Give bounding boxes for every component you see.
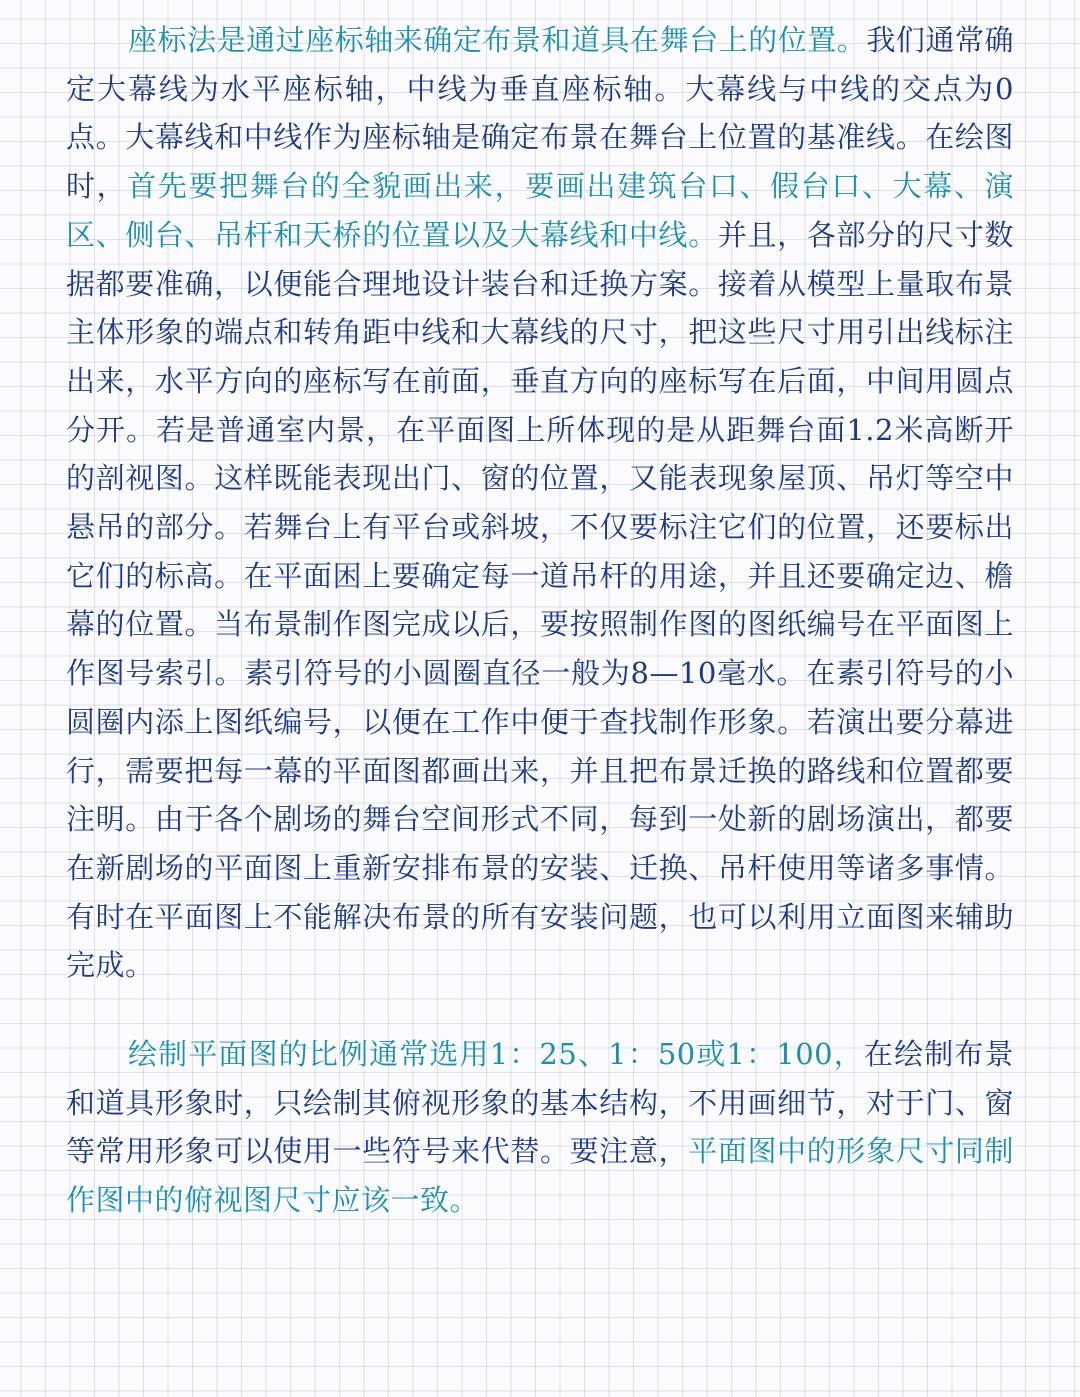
highlight-sentence: 座标法是通过座标轴来确定布景和道具在舞台上的位置。 (128, 23, 867, 57)
body-text: 我们通常确定大幕线为水平座标轴，中线为垂直座标轴。大幕线与中线的交点为0点。大幕线和中线作为座标轴是确定布景在舞台上位置的基准线。在绘图时， (66, 23, 1014, 204)
highlight-sentence: 首先要把舞台的全貌画出来，要画出建筑台口、假台口、大幕、演区、侧台、吊杆和天桥的位置以及大幕线和中线。 (66, 169, 1014, 252)
paragraph-coordinate-method (66, 16, 1014, 990)
paragraph-plan-scale (66, 1030, 1014, 1225)
body-text: 在绘制布景和道具形象时，只绘制其俯视形象的基本结构，不用画细节，对于门、窗等常用形象可以使用一些符号来代替。要注意， (66, 1037, 1014, 1169)
highlight-sentence: 绘制平面图的比例通常选用1：25、1：50或1：100， (128, 1037, 864, 1071)
body-text: 并且，各部分的尺寸数据都要准确，以便能合理地设计装台和迁换方案。接着从模型上量取布景主体形象的端点和转角距中线和大幕线的尺寸，把这些尺寸用引出线标注出来，水平方向的座标写在前面，垂直方向的座标写在后面，中间用圆点分开。若是普通室内景，在平面图上所体现的是从距舞台面1.2米高断开的剖视图。这样既能表现出门、窗的位置，又能表现象屋顶、吊灯等空中悬吊的部分。若舞台上有平台或斜坡，不仅要标注它们的位置，还要标出它们的标高。在平面困上要确定每一道吊杆的用途，并且还要确定边、檐幕的位置。当布景制作图完成以后，要按照制作图的图纸编号在平面图上作图号索引。素引符号的小圆圈直径一般为8—10毫水。在素引符号的小圆圈内添上图纸编号，以便在工作中便于查找制作形象。若演出要分幕进行，需要把每一幕的平面图都画出来，并且把布景迁换的路线和位置都要注明。由于各个剧场的舞台空间形式不同，每到一处新的剧场演出，都要在新剧场的平面图上重新安排布景的安装、迁换、吊杆使用等诸多事情。有时在平面图上不能解决布景的所有安装问题，也可以利用立面图来辅助完成。 (66, 217, 1014, 983)
highlight-sentence: 平面图中的形象尺寸同制作图中的俯视图尺寸应该一致。 (66, 1134, 1014, 1218)
